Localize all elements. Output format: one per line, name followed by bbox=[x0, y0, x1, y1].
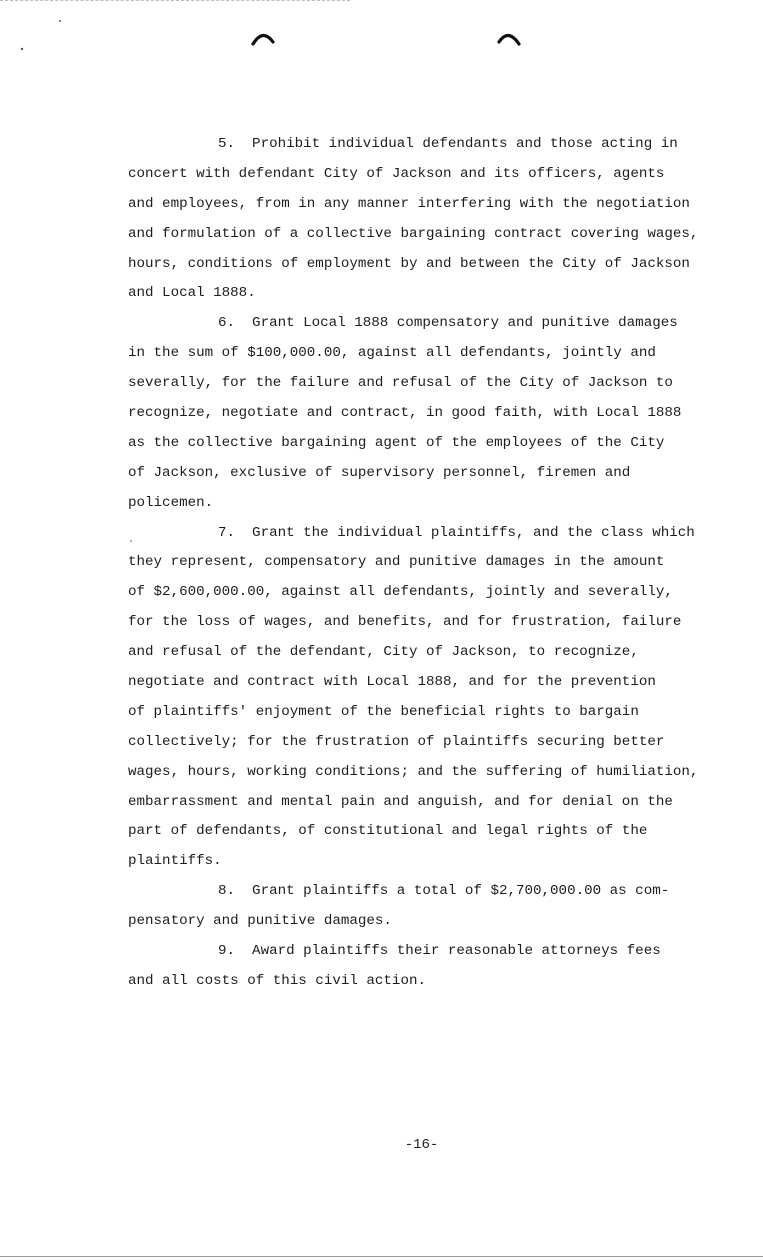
text-line: plaintiffs. bbox=[128, 853, 222, 870]
text-line: and formulation of a collective bargaining contract covering wages, bbox=[128, 225, 699, 242]
page-bottom-edge bbox=[0, 1256, 763, 1257]
text-line: wages, hours, working conditions; and the suffering of humiliation, bbox=[128, 763, 699, 780]
text-line: policemen. bbox=[128, 494, 214, 511]
paragraph-p8 bbox=[128, 877, 740, 937]
text-line: as the collective bargaining agent of the employees of the City bbox=[128, 434, 665, 451]
text-line: embarrassment and mental pain and anguish, and for denial on the bbox=[128, 793, 673, 810]
text-line: of Jackson, exclusive of supervisory personnel, firemen and bbox=[128, 464, 631, 481]
page-number: -16- bbox=[404, 1137, 439, 1153]
text-line: negotiate and contract with Local 1888, and for the prevention bbox=[128, 674, 656, 691]
document-body bbox=[128, 130, 740, 997]
text-line: and all costs of this civil action. bbox=[128, 972, 426, 989]
text-line: collectively; for the frustration of plaintiffs securing better bbox=[128, 733, 665, 750]
paragraph-p6 bbox=[128, 309, 740, 518]
text-line: 7. Grant the individual plaintiffs, and the class which bbox=[218, 524, 695, 541]
text-line: and Local 1888. bbox=[128, 285, 256, 302]
text-line: 5. Prohibit individual defendants and those acting in bbox=[218, 136, 678, 152]
text-line: hours, conditions of employment by and between the City of Jackson bbox=[128, 255, 690, 272]
text-line: severally, for the failure and refusal of the City of Jackson to bbox=[128, 375, 673, 392]
text-line: 8. Grant plaintiffs a total of $2,700,000.00 as com- bbox=[218, 883, 670, 900]
text-line: part of defendants, of constitutional and legal rights of the bbox=[128, 823, 648, 840]
paragraph-p7 bbox=[128, 519, 740, 878]
text-line: recognize, negotiate and contract, in good faith, with Local 1888 bbox=[128, 405, 682, 422]
text-line: for the loss of wages, and benefits, and for frustration, failure bbox=[128, 614, 682, 631]
paragraph-p9 bbox=[128, 937, 740, 997]
text-line: of $2,600,000.00, against all defendants, jointly and severally, bbox=[128, 584, 673, 601]
text-line: of plaintiffs' enjoyment of the beneficial rights to bargain bbox=[128, 703, 639, 720]
text-line: pensatory and punitive damages. bbox=[128, 913, 392, 930]
text-line: 9. Award plaintiffs their reasonable attorneys fees bbox=[218, 943, 661, 960]
text-line: and refusal of the defendant, City of Jackson, to recognize, bbox=[128, 644, 639, 661]
paragraph-p5 bbox=[128, 130, 740, 309]
text-line: concert with defendant City of Jackson and its officers, agents bbox=[128, 165, 665, 182]
text-line: and employees, from in any manner interfering with the negotiation bbox=[128, 195, 690, 212]
text-line: they represent, compensatory and punitive damages in the amount bbox=[128, 554, 665, 571]
text-line: 6. Grant Local 1888 compensatory and punitive damages bbox=[218, 315, 678, 332]
text-line: in the sum of $100,000.00, against all defendants, jointly and bbox=[128, 345, 656, 362]
